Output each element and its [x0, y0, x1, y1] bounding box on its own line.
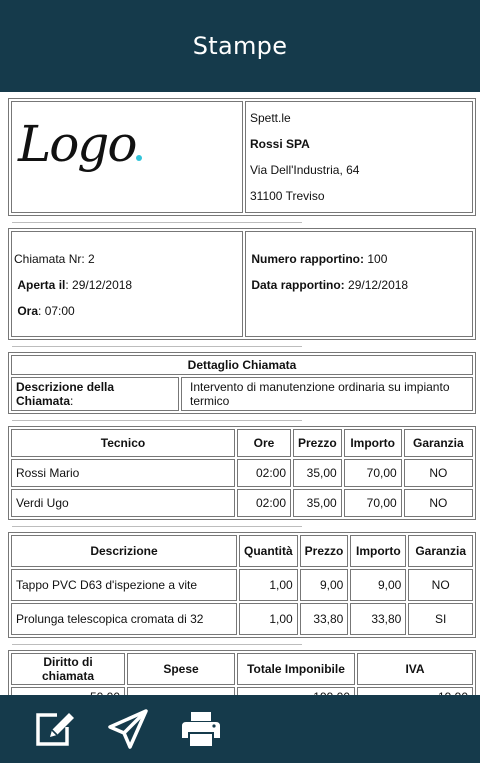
- cell: 70,00: [344, 489, 402, 517]
- send-button[interactable]: [107, 708, 149, 750]
- detail-header: Dettaglio Chiamata: [11, 355, 473, 375]
- col-header: Importo: [344, 429, 402, 457]
- report-content[interactable]: [0, 92, 480, 695]
- col-header: Quantità: [239, 535, 298, 567]
- cell: NO: [404, 459, 473, 487]
- call-number-label: Chiamata Nr:: [14, 252, 85, 266]
- col-header: Spese: [127, 653, 235, 685]
- company-address: Via Dell'Industria, 64: [250, 163, 360, 177]
- cell: 9,00: [350, 569, 406, 601]
- cell: 35,00: [293, 489, 342, 517]
- cell: NO: [408, 569, 473, 601]
- logo-cell: [11, 101, 243, 213]
- call-info-left: Chiamata Nr: 2 Aperta il: 29/12/2018 Ora: 07:00: [11, 231, 243, 337]
- cell: 02:00: [237, 459, 291, 487]
- col-header: Totale Imponibile: [237, 653, 355, 685]
- opened-date: 29/12/2018: [72, 278, 133, 292]
- technicians-table: [8, 426, 476, 520]
- cell: 33,80: [300, 603, 349, 635]
- separator: [12, 644, 302, 645]
- report-number-label: Numero rapportino:: [251, 252, 365, 266]
- cell: 35,00: [293, 459, 342, 487]
- report-date: 29/12/2018: [348, 278, 409, 292]
- separator: [12, 526, 302, 527]
- table-row: [11, 569, 473, 601]
- print-icon: [181, 711, 221, 747]
- print-button[interactable]: [180, 708, 222, 750]
- edit-icon: [35, 711, 75, 747]
- cell: 33,80: [350, 603, 406, 635]
- call-number: 2: [88, 252, 95, 266]
- salutation: Spett.le: [250, 111, 291, 125]
- cell: 1,00: [239, 603, 298, 635]
- col-header: Descrizione: [11, 535, 237, 567]
- separator: [12, 420, 302, 421]
- table-row: [11, 603, 473, 635]
- col-header: Garanzia: [408, 535, 473, 567]
- bottom-toolbar: [0, 695, 480, 763]
- col-header: Ore: [237, 429, 291, 457]
- company-table: [8, 98, 476, 216]
- edit-button[interactable]: [34, 708, 76, 750]
- logo-dot: [136, 155, 142, 161]
- company-city: 31100 Treviso: [250, 189, 325, 203]
- col-header: Prezzo: [293, 429, 342, 457]
- table-row: [11, 489, 473, 517]
- cell: 70,00: [344, 459, 402, 487]
- cell: Tappo PVC D63 d'ispezione a vite: [11, 569, 237, 601]
- materials-table: [8, 532, 476, 638]
- col-header: Garanzia: [404, 429, 473, 457]
- separator: [12, 346, 302, 347]
- report-date-label: Data rapportino:: [251, 278, 345, 292]
- report-number: 100: [367, 252, 388, 266]
- address-cell: [245, 101, 473, 213]
- col-header: IVA: [357, 653, 473, 685]
- logo: Logo: [18, 115, 136, 173]
- time-label: Ora: [17, 304, 39, 318]
- cell: Rossi Mario: [11, 459, 235, 487]
- separator: [12, 222, 302, 223]
- col-header: Prezzo: [300, 535, 349, 567]
- description-value: Intervento di manutenzione ordinaria su impianto termico: [181, 377, 473, 411]
- app-header: [0, 0, 480, 92]
- call-info-table: [8, 228, 476, 340]
- company-name: Rossi SPA: [250, 137, 310, 151]
- send-icon: [109, 710, 147, 748]
- detail-table: Dettaglio Chiamata Descrizione della Chiamata: Intervento di manutenzione ordinaria su impianto termico: [8, 352, 476, 414]
- cell: 1,00: [239, 569, 298, 601]
- description-label: Descrizione della Chiamata: [16, 380, 115, 408]
- page-title: Stampe: [192, 32, 288, 60]
- cell: NO: [404, 489, 473, 517]
- call-time: 07:00: [44, 304, 75, 318]
- cell: 9,00: [300, 569, 349, 601]
- table-row: [11, 459, 473, 487]
- cell: SI: [408, 603, 473, 635]
- cell: Prolunga telescopica cromata di 32: [11, 603, 237, 635]
- col-header: Diritto di chiamata: [11, 653, 125, 685]
- cell: Verdi Ugo: [11, 489, 235, 517]
- call-info-right: [245, 231, 473, 337]
- opened-label: Aperta il: [17, 278, 66, 292]
- cell: 02:00: [237, 489, 291, 517]
- col-header: Tecnico: [11, 429, 235, 457]
- col-header: Importo: [350, 535, 406, 567]
